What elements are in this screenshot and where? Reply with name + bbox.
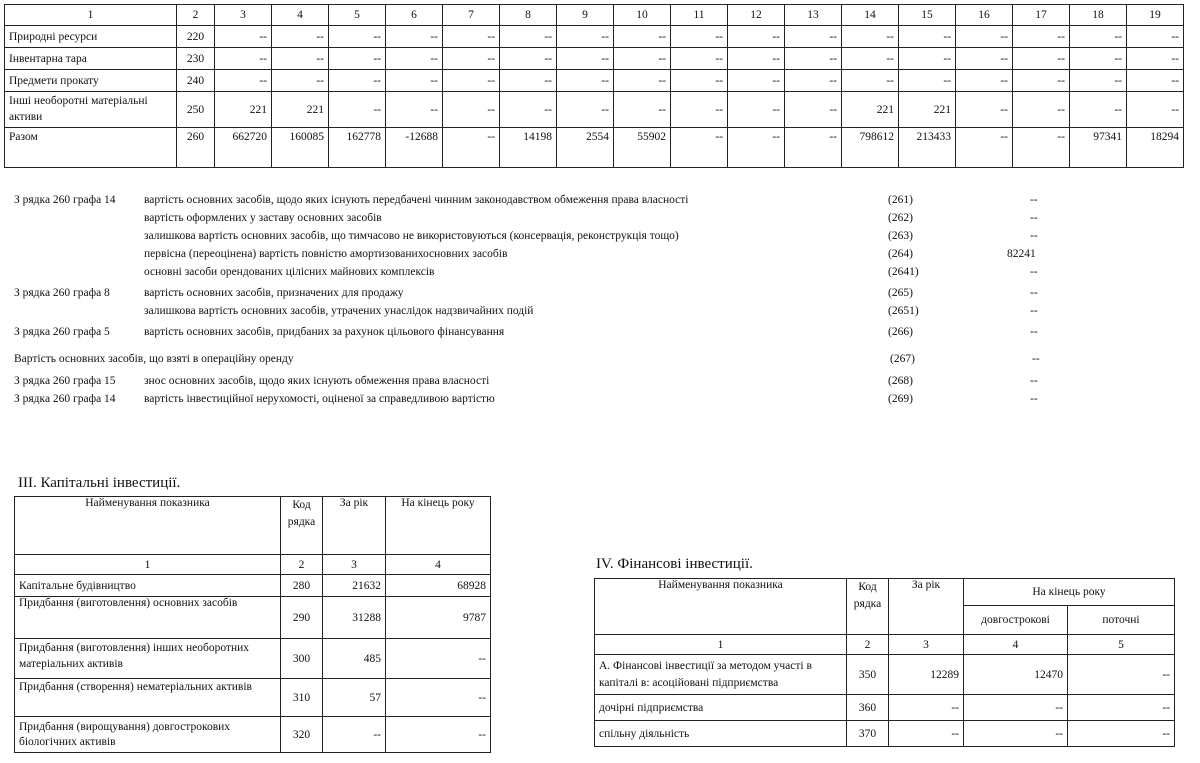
note-code: (267) <box>890 353 915 365</box>
cell: 55902 <box>614 128 671 168</box>
cell: -- <box>728 128 785 168</box>
col-number: 13 <box>785 5 842 26</box>
header-code: Код рядка <box>847 579 889 635</box>
cell: -- <box>500 92 557 128</box>
cell: -- <box>215 48 272 70</box>
cell: -- <box>671 26 728 48</box>
note-value: -- <box>1030 393 1038 405</box>
note-code: (269) <box>888 393 913 405</box>
col-number: 2 <box>281 555 323 575</box>
note-text: вартість основних засобів, призначених для продажу <box>144 287 404 299</box>
col-number: 5 <box>329 5 386 26</box>
header-end: На кінець року <box>964 579 1175 606</box>
note-value: 82241 <box>1007 248 1036 260</box>
note-code: (265) <box>888 287 913 299</box>
col-number: 5 <box>1068 635 1175 655</box>
row-code: 230 <box>177 48 215 70</box>
table-row <box>5 48 1184 70</box>
note-ref: З рядка 260 графа 5 <box>14 326 110 338</box>
cell: 221 <box>899 92 956 128</box>
note-ref: З рядка 260 графа 14 <box>14 393 116 405</box>
cell-year: -- <box>323 717 386 753</box>
note-code: (2641) <box>888 266 919 278</box>
note-value: -- <box>1030 266 1038 278</box>
note-value: -- <box>1030 212 1038 224</box>
note-ref: З рядка 260 графа 14 <box>14 194 116 206</box>
col-number: 3 <box>323 555 386 575</box>
cell: -- <box>1013 128 1070 168</box>
row-name: Придбання (створення) нематеріальних активів <box>15 679 281 717</box>
table-row <box>5 70 1184 92</box>
capital-investments-table <box>14 496 491 753</box>
cell-year: -- <box>889 695 964 721</box>
header-current: поточні <box>1068 606 1175 635</box>
cell: 662720 <box>215 128 272 168</box>
cell-year: -- <box>889 721 964 747</box>
cell: -- <box>671 128 728 168</box>
col-number: 2 <box>847 635 889 655</box>
cell: -- <box>557 26 614 48</box>
row-name: Разом <box>5 128 177 168</box>
col-number: 14 <box>842 5 899 26</box>
col-number: 19 <box>1127 5 1184 26</box>
cell: -- <box>215 26 272 48</box>
section3-title: III. Капітальні інвестиції. <box>18 475 181 491</box>
cell: 213433 <box>899 128 956 168</box>
cell: -- <box>842 26 899 48</box>
cell: -- <box>215 70 272 92</box>
note-code: (2651) <box>888 305 919 317</box>
row-code: 370 <box>847 721 889 747</box>
note-code: (268) <box>888 375 913 387</box>
row-name: дочірні підприємства <box>595 695 847 721</box>
cell: -- <box>956 92 1013 128</box>
cell: -- <box>785 26 842 48</box>
cell-end: -- <box>386 679 491 717</box>
row-code: 350 <box>847 655 889 695</box>
column-number-row <box>595 635 1175 655</box>
cell: 97341 <box>1070 128 1127 168</box>
financial-investments-table <box>594 578 1175 747</box>
cell-year: 57 <box>323 679 386 717</box>
cell: -- <box>671 70 728 92</box>
note-text: первісна (переоцінена) вартість повністю амортизованихосновних засобів <box>144 248 508 260</box>
cell: -- <box>329 26 386 48</box>
cell: -- <box>671 92 728 128</box>
cell: -- <box>1127 26 1184 48</box>
col-number: 18 <box>1070 5 1127 26</box>
note-value: -- <box>1030 230 1038 242</box>
cell-long-term: 12470 <box>964 655 1068 695</box>
cell-end: -- <box>386 717 491 753</box>
column-number-row <box>15 555 491 575</box>
note-code: (262) <box>888 212 913 224</box>
col-number: 2 <box>177 5 215 26</box>
cell: -- <box>329 70 386 92</box>
section4-title: IV. Фінансові інвестиції. <box>596 556 753 572</box>
cell-current: -- <box>1068 695 1175 721</box>
note-code: (264) <box>888 248 913 260</box>
table-row <box>595 655 1175 695</box>
note-text: основні засоби орендованих цілісних майнових комплексів <box>144 266 435 278</box>
row-name: Інші необоротні матеріальні активи <box>5 92 177 128</box>
table-row <box>15 639 491 679</box>
cell-end: -- <box>386 639 491 679</box>
col-number: 4 <box>964 635 1068 655</box>
cell: -- <box>1070 48 1127 70</box>
col-number: 3 <box>215 5 272 26</box>
row-code: 240 <box>177 70 215 92</box>
cell: -- <box>899 70 956 92</box>
cell: -- <box>671 48 728 70</box>
col-number: 4 <box>386 555 491 575</box>
cell: -- <box>1127 48 1184 70</box>
col-number: 1 <box>5 5 177 26</box>
cell: -- <box>386 70 443 92</box>
row-code: 300 <box>281 639 323 679</box>
cell: -- <box>899 48 956 70</box>
cell: -- <box>500 26 557 48</box>
row-code: 250 <box>177 92 215 128</box>
col-number: 3 <box>889 635 964 655</box>
row-name: Капітальне будівництво <box>15 575 281 597</box>
col-number: 4 <box>272 5 329 26</box>
cell: -- <box>956 128 1013 168</box>
cell: -- <box>614 70 671 92</box>
cell-end: 9787 <box>386 597 491 639</box>
row-code: 360 <box>847 695 889 721</box>
col-number: 9 <box>557 5 614 26</box>
header-name: Найменування показника <box>595 579 847 635</box>
cell: -- <box>1013 70 1070 92</box>
cell: -- <box>899 26 956 48</box>
cell: 221 <box>215 92 272 128</box>
note-code: (261) <box>888 194 913 206</box>
cell: -- <box>1127 70 1184 92</box>
cell: -- <box>956 70 1013 92</box>
col-number: 12 <box>728 5 785 26</box>
cell: -- <box>614 92 671 128</box>
cell: -- <box>785 92 842 128</box>
row-name: А. Фінансові інвестиції за методом участі в капіталі в: асоційовані підприємства <box>595 655 847 695</box>
cell-end: 68928 <box>386 575 491 597</box>
note-text: вартість оформлених у заставу основних засобів <box>144 212 382 224</box>
cell: -- <box>329 92 386 128</box>
cell: 2554 <box>557 128 614 168</box>
table-row <box>5 26 1184 48</box>
note-text: залишкова вартість основних засобів, утрачених унаслідок надзвичайних подій <box>144 305 534 317</box>
cell: -- <box>443 26 500 48</box>
col-number: 7 <box>443 5 500 26</box>
cell: -- <box>842 70 899 92</box>
row-code: 220 <box>177 26 215 48</box>
cell: 160085 <box>272 128 329 168</box>
cell: -- <box>1013 92 1070 128</box>
header-end: На кінець року <box>386 497 491 555</box>
row-name: Природні ресурси <box>5 26 177 48</box>
row-code: 280 <box>281 575 323 597</box>
cell: -- <box>557 48 614 70</box>
column-number-row <box>5 5 1184 26</box>
header-long-term: довгострокові <box>964 606 1068 635</box>
row-name: Придбання (вирощування) довгострокових біологічних активів <box>15 717 281 753</box>
cell: -- <box>614 26 671 48</box>
note-text: знос основних засобів, щодо яких існують обмеження права власності <box>144 375 490 387</box>
table-row-total <box>5 128 1184 168</box>
note-text: вартість основних засобів, придбаних за рахунок цільового фінансування <box>144 326 505 338</box>
note-value: -- <box>1030 326 1038 338</box>
cell: -- <box>557 70 614 92</box>
table-row <box>15 717 491 753</box>
note-text: вартість основних засобів, щодо яких існують передбачені чинним законодавством обмеження права власності <box>144 194 689 206</box>
col-number: 15 <box>899 5 956 26</box>
row-code: 310 <box>281 679 323 717</box>
cell: -- <box>1070 26 1127 48</box>
cell: -- <box>272 48 329 70</box>
cell: -- <box>443 48 500 70</box>
cell: -- <box>785 70 842 92</box>
cell: -- <box>1070 70 1127 92</box>
col-number: 10 <box>614 5 671 26</box>
col-number: 17 <box>1013 5 1070 26</box>
cell: 221 <box>272 92 329 128</box>
note-text: залишкова вартість основних засобів, що тимчасово не використовуються (консервація, реконструкція тощо) <box>144 230 679 242</box>
cell: -- <box>1127 92 1184 128</box>
cell: -- <box>728 70 785 92</box>
note-ref: Вартість основних засобів, що взяті в операційну оренду <box>14 353 294 365</box>
cell: -- <box>386 26 443 48</box>
cell: -- <box>785 128 842 168</box>
cell: -- <box>842 48 899 70</box>
header-year: За рік <box>889 579 964 635</box>
note-value: -- <box>1030 287 1038 299</box>
fixed-assets-table <box>4 4 1184 168</box>
cell-year: 12289 <box>889 655 964 695</box>
cell: -- <box>728 48 785 70</box>
table-row <box>15 597 491 639</box>
col-number: 11 <box>671 5 728 26</box>
table-row <box>15 679 491 717</box>
cell-year: 21632 <box>323 575 386 597</box>
table-row <box>595 695 1175 721</box>
cell: -- <box>329 48 386 70</box>
cell-current: -- <box>1068 721 1175 747</box>
cell-current: -- <box>1068 655 1175 695</box>
col-number: 6 <box>386 5 443 26</box>
col-number: 1 <box>15 555 281 575</box>
row-name: Інвентарна тара <box>5 48 177 70</box>
col-number: 16 <box>956 5 1013 26</box>
cell: -- <box>443 92 500 128</box>
cell: -- <box>443 70 500 92</box>
table-row <box>15 575 491 597</box>
col-number: 1 <box>595 635 847 655</box>
note-value: -- <box>1030 375 1038 387</box>
row-name: Придбання (виготовлення) основних засобів <box>15 597 281 639</box>
note-ref: З рядка 260 графа 15 <box>14 375 116 387</box>
note-value: -- <box>1030 305 1038 317</box>
note-code: (266) <box>888 326 913 338</box>
cell-year: 485 <box>323 639 386 679</box>
cell: -- <box>1013 26 1070 48</box>
row-name: Придбання (виготовлення) інших необоротних матеріальних активів <box>15 639 281 679</box>
cell-year: 31288 <box>323 597 386 639</box>
cell: -- <box>386 48 443 70</box>
row-code: 290 <box>281 597 323 639</box>
cell: -- <box>500 48 557 70</box>
header-year: За рік <box>323 497 386 555</box>
header-name: Найменування показника <box>15 497 281 555</box>
cell: -- <box>956 26 1013 48</box>
cell: 162778 <box>329 128 386 168</box>
header-code: Код рядка <box>281 497 323 555</box>
row-name: Предмети прокату <box>5 70 177 92</box>
cell-long-term: -- <box>964 721 1068 747</box>
table-header-row <box>595 579 1175 606</box>
cell: -- <box>728 26 785 48</box>
cell: -- <box>272 70 329 92</box>
cell: -- <box>614 48 671 70</box>
row-code: 260 <box>177 128 215 168</box>
note-value: -- <box>1030 194 1038 206</box>
note-value: -- <box>1032 353 1040 365</box>
cell: 14198 <box>500 128 557 168</box>
note-ref: З рядка 260 графа 8 <box>14 287 110 299</box>
cell: -- <box>728 92 785 128</box>
cell: -- <box>443 128 500 168</box>
cell: -- <box>557 92 614 128</box>
cell-long-term: -- <box>964 695 1068 721</box>
row-name: спільну діяльність <box>595 721 847 747</box>
note-text: вартість інвестиційної нерухомості, оціненої за справедливою вартістю <box>144 393 495 405</box>
cell: -- <box>1013 48 1070 70</box>
cell: 798612 <box>842 128 899 168</box>
row-code: 320 <box>281 717 323 753</box>
cell: 221 <box>842 92 899 128</box>
note-code: (263) <box>888 230 913 242</box>
cell: -- <box>956 48 1013 70</box>
cell: -- <box>785 48 842 70</box>
cell: -- <box>272 26 329 48</box>
cell: -- <box>386 92 443 128</box>
col-number: 8 <box>500 5 557 26</box>
cell: 18294 <box>1127 128 1184 168</box>
cell: -- <box>1070 92 1127 128</box>
table-header-row <box>15 497 491 555</box>
table-row <box>595 721 1175 747</box>
table-row <box>5 92 1184 128</box>
cell: -12688 <box>386 128 443 168</box>
cell: -- <box>500 70 557 92</box>
